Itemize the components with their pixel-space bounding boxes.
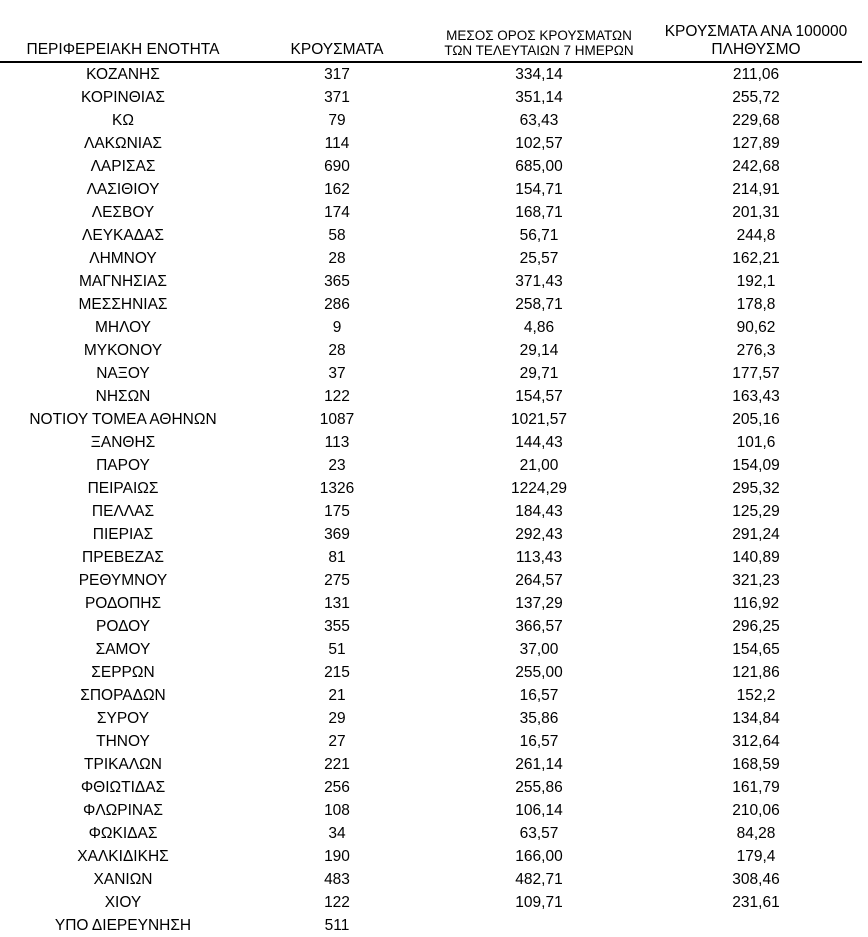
table-row [0, 454, 862, 477]
cell-cases: 108 [324, 801, 350, 819]
table-row [0, 201, 862, 224]
cell-avg7: 137,29 [515, 594, 563, 612]
cell-avg7: 1224,29 [510, 479, 568, 497]
cell-avg7: 166,00 [515, 847, 563, 865]
cell-region: ΠΙΕΡΙΑΣ [92, 525, 154, 543]
cell-cases: 1326 [319, 479, 355, 497]
cell-region: ΡΟΔΟΥ [96, 617, 150, 635]
cell-per100k: 163,43 [732, 387, 780, 405]
table-row [0, 776, 862, 799]
cell-cases: 1087 [319, 410, 355, 428]
cell-avg7: 258,71 [515, 295, 563, 313]
cell-region: ΚΩ [112, 111, 134, 129]
table-row [0, 477, 862, 500]
cell-avg7: 29,14 [519, 341, 559, 359]
cell-region: ΣΕΡΡΩΝ [91, 663, 155, 681]
table-row [0, 868, 862, 891]
cell-per100k: 84,28 [736, 824, 776, 842]
cell-cases: 215 [324, 663, 350, 681]
cell-per100k: 127,89 [732, 134, 780, 152]
cell-region: ΛΗΜΝΟΥ [89, 249, 157, 267]
table-row [0, 799, 862, 822]
cell-region: ΠΕΙΡΑΙΩΣ [87, 479, 159, 497]
table-row [0, 684, 862, 707]
cell-cases: 174 [324, 203, 350, 221]
cell-avg7: 1021,57 [510, 410, 568, 428]
cell-cases: 369 [324, 525, 350, 543]
cell-avg7: 264,57 [515, 571, 563, 589]
cell-region: ΜΥΚΟΝΟΥ [83, 341, 163, 359]
cell-region: ΥΠΟ ΔΙΕΡΕΥΝΗΣΗ [54, 916, 192, 934]
cell-per100k: 154,65 [732, 640, 780, 658]
cell-cases: 286 [324, 295, 350, 313]
cell-region: ΣΥΡΟΥ [96, 709, 150, 727]
cell-region: ΚΟΖΑΝΗΣ [86, 65, 160, 83]
table-row [0, 293, 862, 316]
cell-region: ΛΕΣΒΟΥ [91, 203, 155, 221]
cell-cases: 317 [324, 65, 350, 83]
table-row [0, 500, 862, 523]
cell-per100k: 295,32 [732, 479, 780, 497]
cell-cases: 256 [324, 778, 350, 796]
cell-per100k: 140,89 [732, 548, 780, 566]
cell-region: ΜΑΓΝΗΣΙΑΣ [79, 272, 167, 290]
cell-region: ΤΗΝΟΥ [96, 732, 150, 750]
cell-per100k: 168,59 [732, 755, 780, 773]
cell-cases: 113 [324, 433, 350, 451]
table-row [0, 730, 862, 753]
cell-per100k: 101,6 [736, 433, 776, 451]
column-header-cases-per-100000-line-2: ΠΛΗΘΥΣΜΟ [711, 40, 801, 58]
cell-region: ΛΑΚΩΝΙΑΣ [83, 134, 163, 152]
table-row [0, 431, 862, 454]
cell-region: ΝΟΤΙΟΥ ΤΟΜΕΑ ΑΘΗΝΩΝ [29, 410, 217, 428]
cell-avg7: 35,86 [519, 709, 559, 727]
cell-region: ΦΩΚΙΔΑΣ [88, 824, 158, 842]
cell-avg7: 482,71 [515, 870, 563, 888]
cell-avg7: 29,71 [519, 364, 559, 382]
cell-cases: 365 [324, 272, 350, 290]
cell-per100k: 154,09 [732, 456, 780, 474]
column-header-cases-per-100000 [650, 0, 862, 62]
cell-per100k: 242,68 [732, 157, 780, 175]
cell-avg7: 371,43 [515, 272, 563, 290]
cell-per100k: 179,4 [736, 847, 776, 865]
cell-per100k: 255,72 [732, 88, 780, 106]
cell-per100k: 229,68 [732, 111, 780, 129]
cell-region: ΠΑΡΟΥ [96, 456, 150, 474]
cell-region: ΣΑΜΟΥ [95, 640, 151, 658]
cell-avg7: 102,57 [515, 134, 563, 152]
cell-cases: 27 [328, 732, 346, 750]
cell-cases: 34 [328, 824, 346, 842]
table-row [0, 109, 862, 132]
cell-region: ΠΡΕΒΕΖΑΣ [82, 548, 164, 566]
cell-cases: 23 [328, 456, 346, 474]
cell-cases: 122 [324, 893, 350, 911]
cell-per100k: 296,25 [732, 617, 780, 635]
table-body [0, 62, 862, 937]
cell-region: ΡΕΘΥΜΝΟΥ [78, 571, 168, 589]
table-row [0, 155, 862, 178]
cell-avg7: 366,57 [515, 617, 563, 635]
cell-avg7: 16,57 [519, 686, 559, 704]
column-header-seven-day-average-line-1: ΜΕΣΟΣ ΟΡΟΣ ΚΡΟΥΣΜΑΤΩΝ [446, 27, 632, 43]
cell-per100k: 308,46 [732, 870, 780, 888]
cell-avg7: 25,57 [519, 249, 559, 267]
table-row [0, 753, 862, 776]
cell-region: ΛΑΣΙΘΙΟΥ [86, 180, 160, 198]
cell-region: ΧΑΛΚΙΔΙΚΗΣ [77, 847, 169, 865]
cell-avg7: 21,00 [519, 456, 559, 474]
table-row [0, 661, 862, 684]
table-row [0, 316, 862, 339]
cell-per100k: 90,62 [736, 318, 776, 336]
cell-per100k: 161,79 [732, 778, 780, 796]
table-header-row [0, 0, 862, 62]
table-row [0, 891, 862, 914]
cell-cases: 21 [328, 686, 346, 704]
cell-per100k: 312,64 [732, 732, 780, 750]
cell-cases: 371 [324, 88, 350, 106]
cell-region: ΣΠΟΡΑΔΩΝ [80, 686, 166, 704]
cell-per100k [650, 914, 862, 937]
cell-per100k: 178,8 [736, 295, 776, 313]
cell-region: ΧΑΝΙΩΝ [93, 870, 153, 888]
cell-region: ΛΕΥΚΑΔΑΣ [82, 226, 164, 244]
cell-region: ΜΕΣΣΗΝΙΑΣ [78, 295, 168, 313]
table-row [0, 408, 862, 431]
table-row [0, 822, 862, 845]
cell-avg7: 63,43 [519, 111, 559, 129]
table-row [0, 132, 862, 155]
cell-cases: 29 [328, 709, 346, 727]
cell-per100k: 210,06 [732, 801, 780, 819]
column-header-seven-day-average-line-2: ΤΩΝ ΤΕΛΕΥΤΑΙΩΝ 7 ΗΜΕΡΩΝ [444, 42, 634, 58]
cell-cases: 511 [324, 916, 350, 934]
cell-per100k: 211,06 [732, 65, 780, 83]
table-row [0, 707, 862, 730]
cell-avg7: 63,57 [519, 824, 559, 842]
cell-per100k: 321,23 [732, 571, 780, 589]
column-header-cases-per-100000-line-1: ΚΡΟΥΣΜΑΤΑ ΑΝΑ 100000 [664, 23, 848, 41]
cell-avg7: 109,71 [515, 893, 563, 911]
table-header [0, 0, 862, 62]
cell-region: ΛΑΡΙΣΑΣ [90, 157, 156, 175]
cell-per100k: 134,84 [732, 709, 780, 727]
table-row [0, 569, 862, 592]
cell-avg7: 261,14 [515, 755, 563, 773]
cell-cases: 114 [324, 134, 350, 152]
cell-avg7: 184,43 [515, 502, 563, 520]
cell-avg7: 16,57 [519, 732, 559, 750]
cell-avg7: 255,86 [515, 778, 563, 796]
cell-cases: 9 [332, 318, 342, 336]
cell-region: ΝΗΣΩΝ [95, 387, 151, 405]
cell-per100k: 276,3 [736, 341, 776, 359]
cell-per100k: 121,86 [732, 663, 780, 681]
table-row [0, 224, 862, 247]
cell-cases: 79 [328, 111, 346, 129]
cell-cases: 483 [324, 870, 350, 888]
table-row [0, 914, 862, 937]
cell-region: ΤΡΙΚΑΛΩΝ [84, 755, 162, 773]
cell-per100k: 116,92 [732, 594, 780, 612]
cell-region: ΚΟΡΙΝΘΙΑΣ [80, 88, 166, 106]
cell-cases: 37 [328, 364, 346, 382]
cell-per100k: 192,1 [736, 272, 776, 290]
cell-cases: 175 [324, 502, 350, 520]
cell-cases: 28 [328, 341, 346, 359]
table-row [0, 247, 862, 270]
cell-cases: 28 [328, 249, 346, 267]
table-row [0, 546, 862, 569]
cell-per100k: 231,61 [732, 893, 780, 911]
cell-per100k: 152,2 [736, 686, 776, 704]
cell-region: ΞΑΝΘΗΣ [90, 433, 156, 451]
table-row [0, 362, 862, 385]
column-header-seven-day-average [428, 0, 650, 62]
cell-per100k: 205,16 [732, 410, 780, 428]
cell-per100k: 201,31 [732, 203, 780, 221]
cell-cases: 275 [324, 571, 350, 589]
table-row [0, 339, 862, 362]
table-row [0, 86, 862, 109]
table-row [0, 523, 862, 546]
cell-region: ΦΛΩΡΙΝΑΣ [82, 801, 164, 819]
cell-cases: 690 [324, 157, 350, 175]
cell-avg7: 292,43 [515, 525, 563, 543]
cell-avg7 [428, 914, 650, 937]
table-row [0, 178, 862, 201]
cell-cases: 190 [324, 847, 350, 865]
cell-avg7: 685,00 [515, 157, 563, 175]
cell-cases: 221 [324, 755, 350, 773]
table-row [0, 615, 862, 638]
cell-avg7: 154,71 [515, 180, 563, 198]
cell-per100k: 291,24 [732, 525, 780, 543]
cell-cases: 355 [324, 617, 350, 635]
cell-per100k: 244,8 [736, 226, 776, 244]
cell-avg7: 4,86 [523, 318, 555, 336]
column-header-cases-line-1: ΚΡΟΥΣΜΑΤΑ [290, 40, 384, 58]
cell-avg7: 113,43 [515, 548, 563, 566]
table-row [0, 385, 862, 408]
cell-region: ΠΕΛΛΑΣ [91, 502, 155, 520]
cell-avg7: 351,14 [515, 88, 563, 106]
cell-cases: 122 [324, 387, 350, 405]
column-header-region-line-1: ΠΕΡΙΦΕΡΕΙΑΚΗ ΕΝΟΤΗΤΑ [26, 40, 220, 58]
cell-region: ΦΘΙΩΤΙΔΑΣ [80, 778, 166, 796]
cell-avg7: 56,71 [519, 226, 559, 244]
table-row [0, 638, 862, 661]
table-row [0, 270, 862, 293]
column-header-cases [246, 0, 428, 62]
cell-cases: 58 [328, 226, 346, 244]
table-row [0, 592, 862, 615]
cell-avg7: 334,14 [515, 65, 563, 83]
cell-region: ΜΗΛΟΥ [94, 318, 152, 336]
cell-per100k: 125,29 [732, 502, 780, 520]
cell-avg7: 168,71 [515, 203, 563, 221]
cell-per100k: 177,57 [732, 364, 780, 382]
cell-avg7: 255,00 [515, 663, 563, 681]
cell-avg7: 106,14 [515, 801, 563, 819]
cell-region: ΡΟΔΟΠΗΣ [84, 594, 162, 612]
table-row [0, 845, 862, 868]
cell-cases: 131 [324, 594, 350, 612]
cell-cases: 51 [328, 640, 346, 658]
cell-cases: 81 [328, 548, 346, 566]
cell-avg7: 37,00 [519, 640, 559, 658]
column-header-region [0, 0, 246, 62]
cell-avg7: 154,57 [515, 387, 563, 405]
cell-region: ΝΑΞΟΥ [96, 364, 150, 382]
cell-per100k: 162,21 [732, 249, 780, 267]
cell-avg7: 144,43 [515, 433, 563, 451]
cell-cases: 162 [324, 180, 350, 198]
cell-region: ΧΙΟΥ [104, 893, 142, 911]
table-row [0, 62, 862, 86]
cell-per100k: 214,91 [732, 180, 780, 198]
